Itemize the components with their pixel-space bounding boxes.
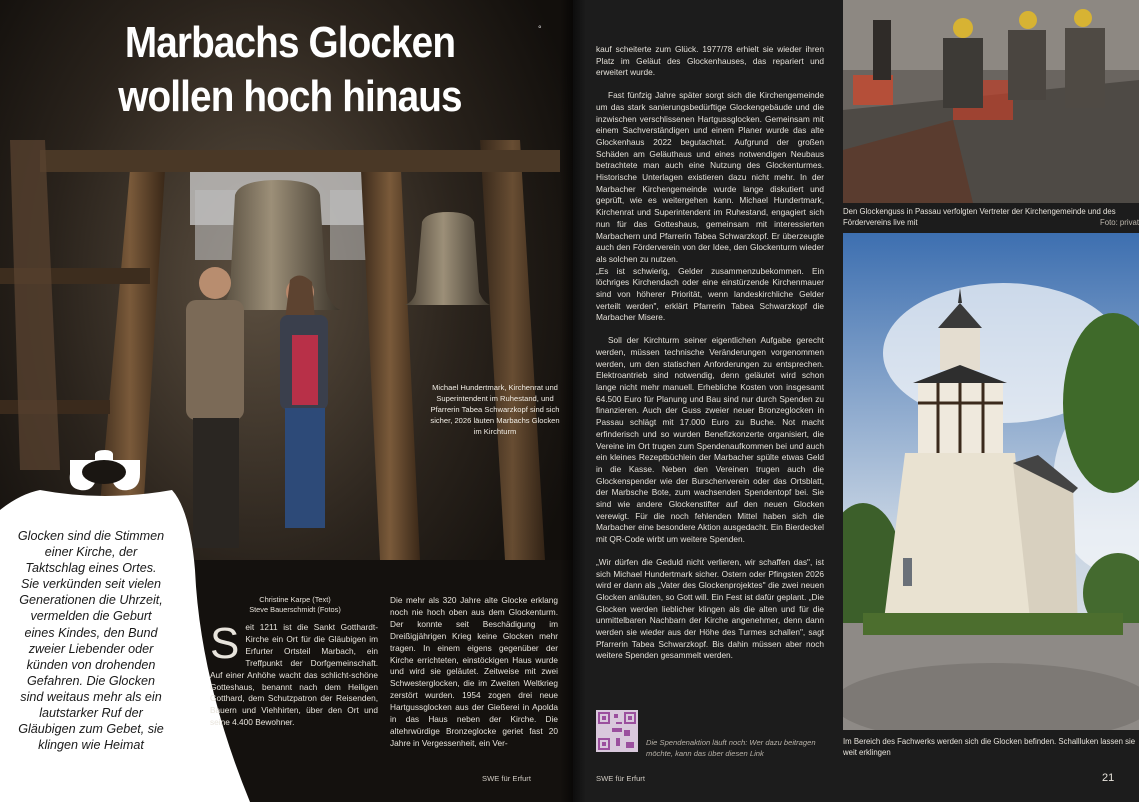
- foundry-caption-text: Den Glockenguss in Passau verfolgten Vertreter der Kirchengemeinde und des Fördervereins live mit: [843, 207, 1116, 227]
- page-title: [88, 16, 493, 124]
- middle-column: [573, 0, 841, 802]
- mid-paragraph: „Es ist schwierig, Gelder zusammenzubekommen. Ein löchriges Kirchendach oder eine einstürzende Kirchenmauer sind von höherer Priorität, wenn landeskirchliche Gelder verteilt werden", erklärt Pfarrerin Tabea Schwarzkopf die Marbacher Misere.: [596, 265, 824, 323]
- tower-caption: Im Bereich des Fachwerks werden sich die Glocken befinden. Schallluken lassen sie weit erklingen: [843, 737, 1136, 757]
- mid-text-block: [596, 44, 824, 662]
- corner-mark: °: [538, 24, 542, 34]
- church-tower-photo: [843, 233, 1139, 730]
- qr-code[interactable]: [596, 710, 638, 752]
- footer-mid: SWE für Erfurt: [596, 774, 645, 783]
- title-line-1: Marbachs Glocken: [124, 18, 456, 67]
- page-gutter: [560, 0, 586, 802]
- col1-text: eit 1211 ist die Sankt Gotthardt-Kirche ein Ort für die Gläubigen im Erfurter Ortsteil Marbach, ein Treffpunkt der Dorfgemeinschaft. Auf einer Anhöhe wacht das schlicht-schöne Gotteshaus, benannt nach dem Heiligen Gotthard, dem Schutzpatron der Reisenden, Bauern und Viehhirten, über den Ort und seine 4.400 Bewohner.: [210, 622, 378, 728]
- qr-caption: Die Spendenaktion läuft noch: Wer dazu beitragen möchte, kann das über diesen Link: [646, 738, 816, 758]
- drop-cap: S: [210, 619, 240, 668]
- mid-paragraph: Fast fünfzig Jahre später sorgt sich die Kirchengemeinde um das stark sanierungsbedürftige Glockengebäude und die inzwischen verschlissenen Hartgussglocken. Gemeinsam mit einem Sachverständigen und einem Planer wurde das alte Glockenhaus 2022 begutachtet. Aufgrund der großen Schäden am Geläuthaus und eines notwendigen Neubaus betrachtete man auch eine Nutzung des Glockenturmes. Historische Unterlagen existieren dazu nicht mehr. In der Marbacher Kirchengemeinde wurde lange diskutiert und geprüft, wie es weitergehen kann. Michael Hundertmark, Kirchenrat und Superintendent im Ruhestand, engagiert sich nun für das Gotteshaus, gemeinsam mit interessierten Marbachern und Pfarrerin Tabea Schwarzkopf. Er überzeugte auch den Förderverein von der Idee, den Glockenturm wieder als solchen zu nutzen.: [596, 90, 824, 264]
- mid-paragraph: kauf scheiterte zum Glück. 1977/78 erhielt sie wieder ihren Platz im Geläut des Glockenhauses, das repariert und erweitert wurde.: [596, 44, 824, 78]
- foundry-photo-credit: Foto: privat: [1100, 218, 1139, 227]
- foundry-caption: [843, 206, 1139, 228]
- mid-paragraph: „Wir dürfen die Geduld nicht verlieren, wir schaffen das", ist sich Michael Hundertmark sicher. Ostern oder Pfingsten 2026 wird er dann als „Vater des Glockenprojektes" die zwei neuen Glocken anläuten, so Gott will. Ein Fest ist dafür geplant. „Die Glocken werden lieblicher klingen als die alten und für die unmittelbaren Nachbarn der Kirche angenehmer, denn dann werden sie wieder aus der Höhe des Turmes schallen", sagt Pfarrerin Tabea Schwarzkopf. Bis dahin müssen aber noch weitere Spenden gesammelt werden.: [596, 556, 824, 661]
- credit-text: Christine Karpe (Text): [259, 595, 331, 604]
- page-number: 21: [1102, 772, 1115, 784]
- body-column-2: Die mehr als 320 Jahre alte Glocke erklang noch nie hoch oben aus dem Glockenturm. Der konnte seit Beschädigung im Dreißigjährigen Krieg keine Glocken mehr tragen. In einem eigens gegenüber der Kirche errichteten, einstöckigen Haus wurde und wird sie geläutet. Zeitweise mit zwei Schwesterglocken, die im Zweiten Weltkrieg zerstört wurden. 1954 zogen drei neue Hartgussglocken aus der Gießerei in Apolda in das Haus neben der Kirche. Die altehrwürdige Bronzeglocke geriet fast 20 Jahre in Vergessenheit, ein Ver-: [390, 595, 558, 748]
- people-caption: Michael Hundertmark, Kirchenrat und Superintendent im Ruhestand, und Pfarrerin Tabea Schwarzkopf sind sich sicher, 2026 läuten Marbachs Glocken im Kirchturm: [430, 383, 560, 436]
- pull-quote: Glocken sind die Stimmen einer Kirche, der Taktschlag eines Ortes. Sie verkünden seit vielen Generationen die Uhrzeit, vermelden die Geburt eines Kindes, den Bund zweier Liebender oder künden von drohenden Gefahren. Die Glocken sind weitaus mehr als ein lautstarker Ruf der Gläubigen zum Gebet, sie klingen wie Heimat: [17, 529, 165, 753]
- title-line-2: wollen hoch hinaus: [118, 72, 462, 121]
- author-credits: [210, 595, 380, 615]
- footer-left: SWE für Erfurt: [482, 774, 531, 783]
- mid-paragraph: Soll der Kirchturm seiner eigentlichen Aufgabe gerecht werden, müssen technische Veränderungen vorgenommen werden, um den statischen Anforderungen zu entsprechen. Elektroantrieb sind notwendig, denn geläutet wird schon lange nicht mehr manuell. Erhebliche Kosten von insgesamt 64.500 Euro für Planung und Bau sind nur durch Spenden zu finanzieren. Auch der Guss zweier neuer Bronzeglocken in Passau schlägt mit 17.000 Euro zu Buche. Not macht erfinderisch und so wurden Benefizkonzerte organisiert, die Vereine im Ort trugen zum Spendenaufkommen bei und auch ein kleines Rezeptbüchlein der Marbacher spülte etwas Geld in die Kasse. Neben den Vereinen trugen auch die Glockenspender wie der Burschenverein oder das Ortsblatt, der Marbsche Bote, zum wachsenden Spendentopf bei. Sie sind wie andere Glockenstifter auf den neuen Glocken verewigt. Für die noch fehlenden Mittel haben sich die Marbacher eine besondere Aktion ausgedacht. Ein Bierdeckel mit QR-Code wirbt um weitere Spenden.: [596, 335, 824, 545]
- body-column-1: [210, 619, 378, 729]
- foundry-photo: [843, 0, 1139, 203]
- credit-photos: Steve Bauerschmidt (Fotos): [249, 605, 341, 614]
